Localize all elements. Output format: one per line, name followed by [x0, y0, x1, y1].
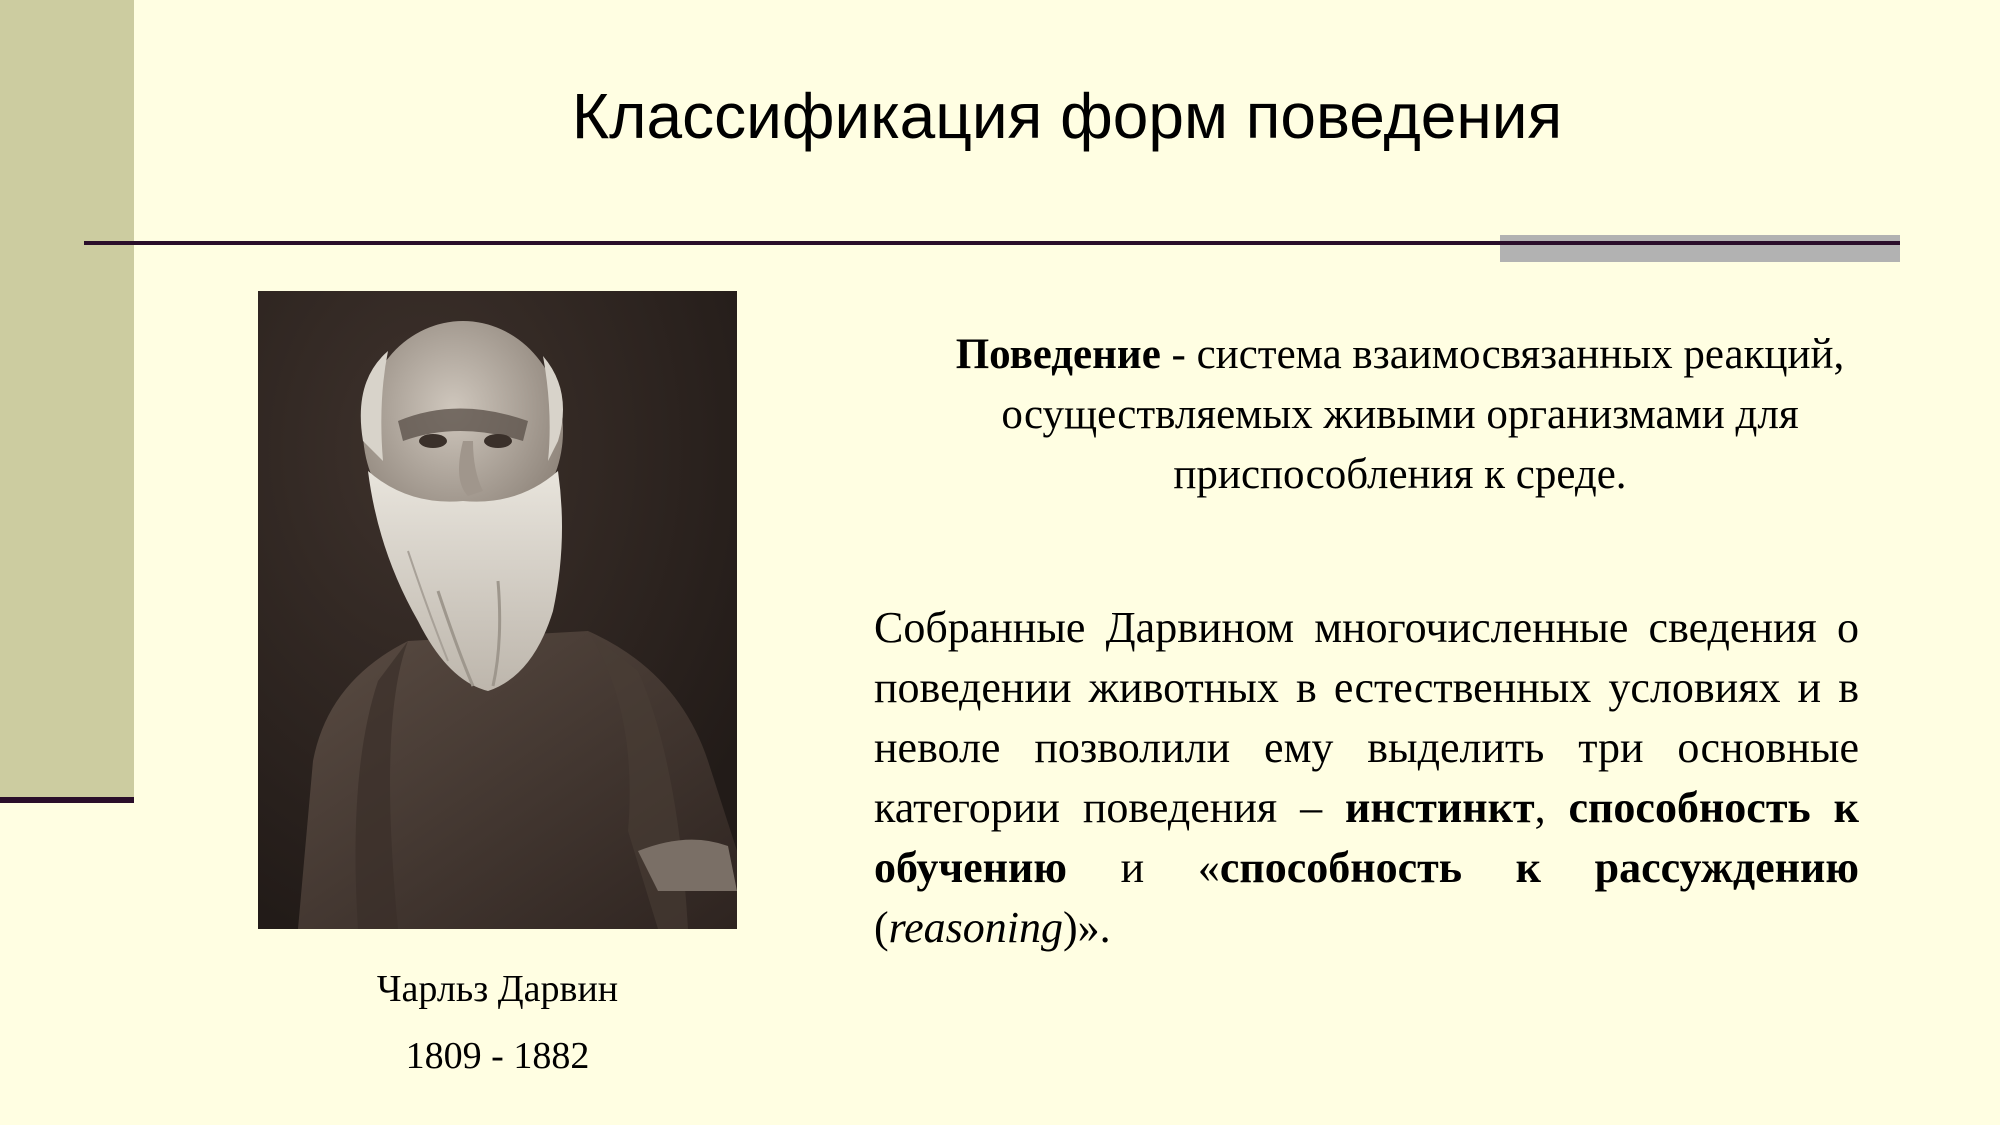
category-learning: способность к обучению — [874, 783, 1860, 892]
portrait-caption-name: Чарльз Дарвин — [376, 968, 619, 1010]
side-bar-rule — [0, 797, 134, 803]
portrait-caption-years: 1809 - 1882 — [405, 1035, 590, 1077]
slide-title: Классификация форм поведения — [571, 80, 1563, 152]
title-accent-line — [1500, 241, 1900, 245]
paragraph-text-2: , — [1534, 783, 1569, 832]
paragraph-text-5: )». — [1063, 903, 1111, 952]
definition-text: - система взаимосвязанных реакций, осуществляемых живыми организмами для приспособления к среде. — [1001, 331, 1845, 498]
reasoning-term: reasoning — [888, 903, 1064, 952]
category-reasoning: способность к рассуждению — [1219, 843, 1859, 892]
paragraph-text-4: ( — [874, 903, 889, 952]
category-instinct: инстинкт — [1345, 783, 1535, 832]
paragraph-text-3: и « — [1067, 843, 1220, 892]
side-bar-decoration — [0, 0, 134, 801]
darwin-paragraph — [874, 598, 1859, 958]
darwin-portrait — [258, 291, 737, 929]
definition-term: Поведение — [955, 331, 1161, 378]
paragraph-text-1: Собранные Дарвином многочисленные сведения о поведении животных в естественных условиях и в неволе позволили ему выделить три основные категории поведения – — [874, 603, 1859, 832]
title-accent-bar — [1500, 235, 1900, 262]
behavior-definition — [870, 325, 1930, 505]
